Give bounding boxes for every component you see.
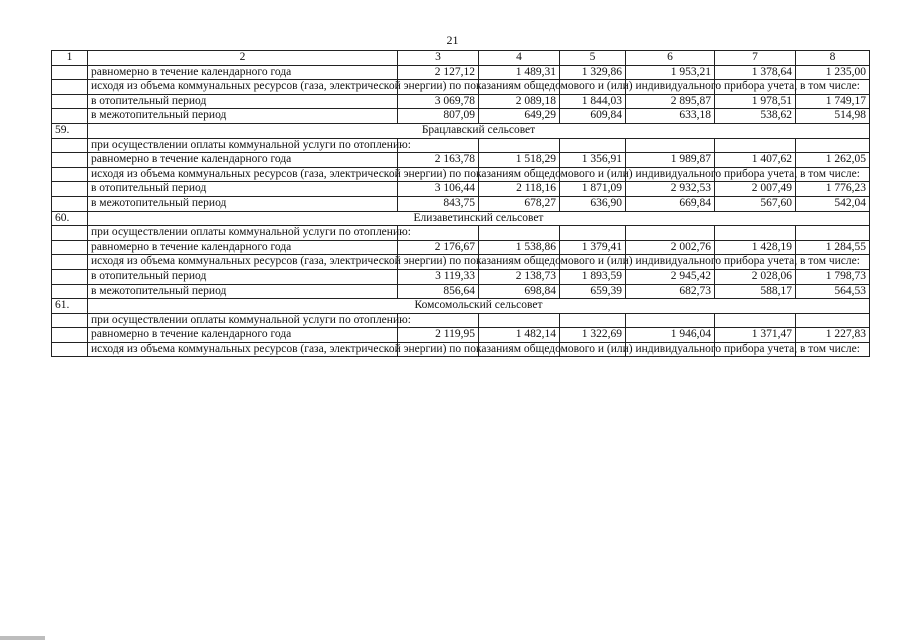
value-cell: 1 262,05	[796, 153, 870, 168]
value-cell: 1 329,86	[560, 65, 626, 80]
value-cell: 698,84	[479, 284, 560, 299]
row-description: исходя из объема коммунальных ресурсов (газа, электрической энергии) по показаниям общедомового и (или) индивидуального прибора учета, в том числе:	[88, 167, 398, 182]
row-description: исходя из объема коммунальных ресурсов (газа, электрической энергии) по показаниям общедомового и (или) индивидуального прибора учета, в том числе:	[88, 255, 398, 270]
row-number-cell	[52, 269, 88, 284]
value-cell: 2 176,67	[398, 240, 479, 255]
row-description: равномерно в течение календарного года	[88, 65, 398, 80]
value-cell: 1 407,62	[715, 153, 796, 168]
value-cell	[560, 313, 626, 328]
value-cell	[715, 226, 796, 241]
header-row	[52, 51, 870, 66]
row-description: исходя из объема коммунальных ресурсов (газа, электрической энергии) по показаниям общедомового и (или) индивидуального прибора учета, в том числе:	[88, 80, 398, 95]
value-cell: 564,53	[796, 284, 870, 299]
row-number-cell	[52, 65, 88, 80]
value-cell	[479, 138, 560, 153]
header-cell: 1	[52, 51, 88, 66]
row-description: в отопительный период	[88, 182, 398, 197]
value-cell: 1 322,69	[560, 328, 626, 343]
row-number-cell	[52, 138, 88, 153]
row-number-cell	[52, 255, 88, 270]
value-cell: 2 895,87	[626, 94, 715, 109]
table-row	[52, 94, 870, 109]
page-number: 21	[446, 33, 459, 47]
value-cell: 1 428,19	[715, 240, 796, 255]
header-cell: 7	[715, 51, 796, 66]
table-row	[52, 328, 870, 343]
table-row	[52, 153, 870, 168]
value-cell	[796, 313, 870, 328]
value-cell	[796, 138, 870, 153]
table-row	[52, 255, 870, 270]
header-cell: 4	[479, 51, 560, 66]
table-row	[52, 167, 870, 182]
value-cell: 1 379,41	[560, 240, 626, 255]
row-description: при осуществлении оплаты коммунальной услуги по отоплению:	[88, 226, 398, 241]
value-cell: 2 119,95	[398, 328, 479, 343]
value-cell: 2 118,16	[479, 182, 560, 197]
value-cell	[715, 138, 796, 153]
value-cell: 2 028,06	[715, 269, 796, 284]
header-cell: 6	[626, 51, 715, 66]
section-number: 59.	[52, 123, 88, 138]
row-description: в межотопительный период	[88, 284, 398, 299]
table-row	[52, 313, 870, 328]
value-cell: 1 953,21	[626, 65, 715, 80]
row-number-cell	[52, 153, 88, 168]
header-cell: 3	[398, 51, 479, 66]
table-row	[52, 182, 870, 197]
value-cell: 2 138,73	[479, 269, 560, 284]
section-row	[52, 123, 870, 138]
value-cell: 2 127,12	[398, 65, 479, 80]
row-number-cell	[52, 342, 88, 357]
value-cell: 843,75	[398, 196, 479, 211]
row-description: при осуществлении оплаты коммунальной услуги по отоплению:	[88, 313, 398, 328]
header-cell: 8	[796, 51, 870, 66]
value-cell	[560, 226, 626, 241]
value-cell: 1 284,55	[796, 240, 870, 255]
value-cell	[560, 138, 626, 153]
row-number-cell	[52, 226, 88, 241]
value-cell: 2 089,18	[479, 94, 560, 109]
value-cell: 1 482,14	[479, 328, 560, 343]
value-cell: 2 002,76	[626, 240, 715, 255]
value-cell: 1 235,00	[796, 65, 870, 80]
table-row	[52, 138, 870, 153]
value-cell: 567,60	[715, 196, 796, 211]
value-cell: 1 946,04	[626, 328, 715, 343]
table-row	[52, 109, 870, 124]
value-cell: 649,29	[479, 109, 560, 124]
value-cell: 2 163,78	[398, 153, 479, 168]
row-description: равномерно в течение календарного года	[88, 328, 398, 343]
value-cell: 1 356,91	[560, 153, 626, 168]
table-row	[52, 342, 870, 357]
value-cell: 682,73	[626, 284, 715, 299]
row-number-cell	[52, 109, 88, 124]
row-description: при осуществлении оплаты коммунальной услуги по отоплению:	[88, 138, 398, 153]
row-description: в отопительный период	[88, 94, 398, 109]
table-header	[52, 51, 870, 66]
value-cell: 856,64	[398, 284, 479, 299]
table-row	[52, 80, 870, 95]
value-cell: 1 798,73	[796, 269, 870, 284]
table-row	[52, 240, 870, 255]
value-cell: 1 749,17	[796, 94, 870, 109]
value-cell: 514,98	[796, 109, 870, 124]
row-description: равномерно в течение календарного года	[88, 240, 398, 255]
scan-edge-mark	[0, 636, 45, 640]
value-cell: 1 978,51	[715, 94, 796, 109]
value-cell	[626, 313, 715, 328]
section-row	[52, 211, 870, 226]
value-cell: 807,09	[398, 109, 479, 124]
row-number-cell	[52, 284, 88, 299]
table-body	[52, 65, 870, 357]
value-cell: 588,17	[715, 284, 796, 299]
value-cell: 2 945,42	[626, 269, 715, 284]
row-number-cell	[52, 313, 88, 328]
value-cell: 636,90	[560, 196, 626, 211]
table-row	[52, 226, 870, 241]
value-cell: 1 518,29	[479, 153, 560, 168]
value-cell: 1 227,83	[796, 328, 870, 343]
value-cell	[479, 226, 560, 241]
section-title: Елизаветинский сельсовет	[88, 211, 870, 226]
value-cell: 678,27	[479, 196, 560, 211]
table-row	[52, 284, 870, 299]
value-cell: 1 989,87	[626, 153, 715, 168]
table-row	[52, 65, 870, 80]
value-cell: 538,62	[715, 109, 796, 124]
value-cell: 1 378,64	[715, 65, 796, 80]
row-number-cell	[52, 80, 88, 95]
value-cell: 669,84	[626, 196, 715, 211]
header-cell: 2	[88, 51, 398, 66]
value-cell: 1 489,31	[479, 65, 560, 80]
value-cell: 3 119,33	[398, 269, 479, 284]
header-cell: 5	[560, 51, 626, 66]
row-description: в межотопительный период	[88, 109, 398, 124]
row-description: в межотопительный период	[88, 196, 398, 211]
row-number-cell	[52, 182, 88, 197]
section-number: 60.	[52, 211, 88, 226]
value-cell: 633,18	[626, 109, 715, 124]
value-cell	[479, 313, 560, 328]
value-cell: 3 106,44	[398, 182, 479, 197]
value-cell: 659,39	[560, 284, 626, 299]
row-description: исходя из объема коммунальных ресурсов (газа, электрической энергии) по показаниям общедомового и (или) индивидуального прибора учета, в том числе:	[88, 342, 398, 357]
value-cell: 1 538,86	[479, 240, 560, 255]
row-number-cell	[52, 240, 88, 255]
value-cell: 1 871,09	[560, 182, 626, 197]
row-description: равномерно в течение календарного года	[88, 153, 398, 168]
value-cell	[796, 226, 870, 241]
value-cell: 609,84	[560, 109, 626, 124]
table-row	[52, 269, 870, 284]
row-number-cell	[52, 196, 88, 211]
row-number-cell	[52, 167, 88, 182]
section-title: Брацлавский сельсовет	[88, 123, 870, 138]
row-number-cell	[52, 328, 88, 343]
value-cell: 2 932,53	[626, 182, 715, 197]
section-row	[52, 299, 870, 314]
value-cell: 3 069,78	[398, 94, 479, 109]
value-cell: 1 893,59	[560, 269, 626, 284]
value-cell: 542,04	[796, 196, 870, 211]
value-cell: 1 844,03	[560, 94, 626, 109]
value-cell	[626, 226, 715, 241]
row-description: в отопительный период	[88, 269, 398, 284]
value-cell: 1 371,47	[715, 328, 796, 343]
table-row	[52, 196, 870, 211]
value-cell	[715, 313, 796, 328]
section-title: Комсомольский сельсовет	[88, 299, 870, 314]
value-cell	[626, 138, 715, 153]
section-number: 61.	[52, 299, 88, 314]
value-cell: 1 776,23	[796, 182, 870, 197]
row-number-cell	[52, 94, 88, 109]
tariff-table	[51, 50, 870, 357]
value-cell: 2 007,49	[715, 182, 796, 197]
